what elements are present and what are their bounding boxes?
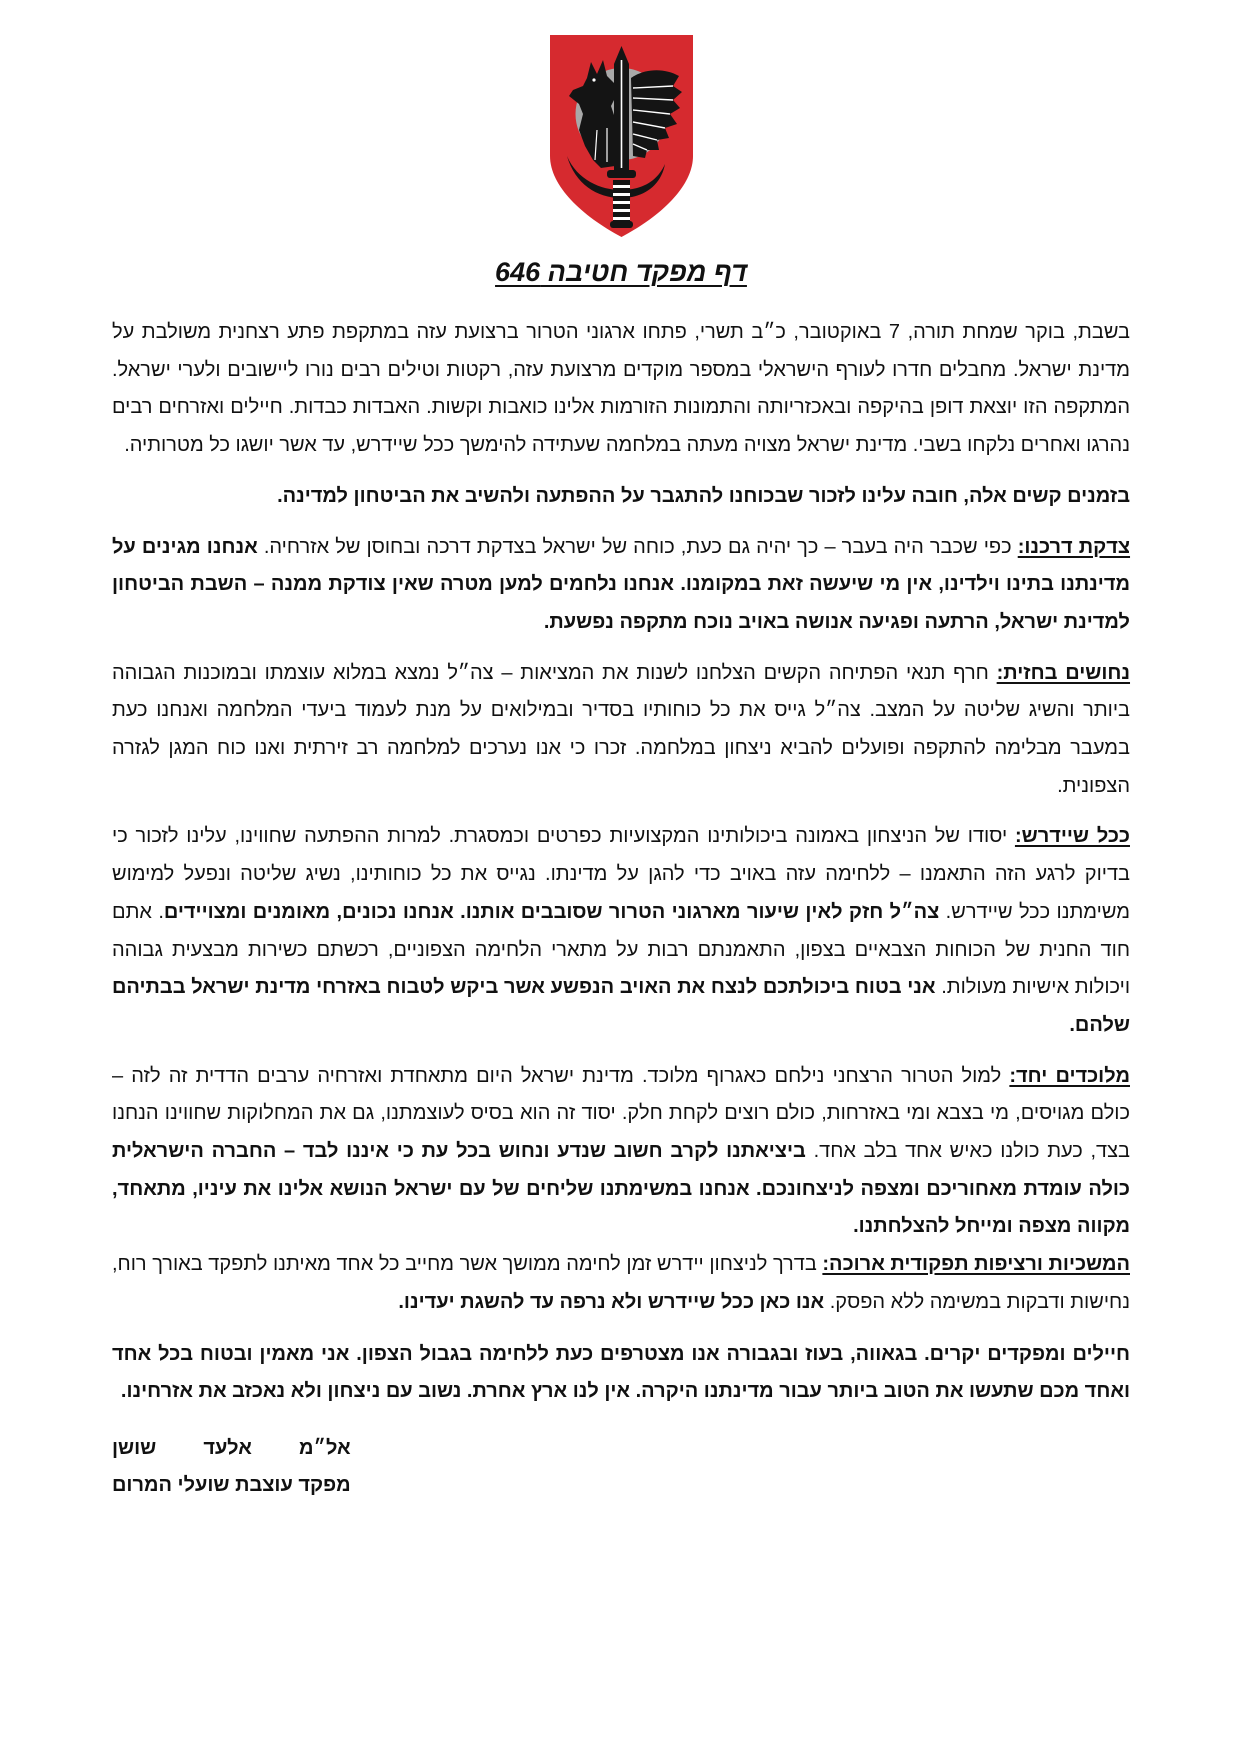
brigade-emblem-icon [549, 34, 694, 238]
grip-stripe [613, 185, 630, 188]
section-paragraph-unity [112, 1058, 1130, 1247]
section-heading: מלוכדים יחד: [1009, 1064, 1130, 1087]
section-emphasis: אנחנו מגינים על מדינתנו בתינו וילדינו, אין מי שיעשה זאת במקומנו. אנחנו נלחמים למען מטרה שאין צודקת ממנה – השבת הביטחון למדינת ישראל, הרתעה ופגיעה אנושה באויב נוכח מתקפה נפשעת. [112, 535, 1130, 633]
signature-block [112, 1430, 351, 1504]
section-text: יסודו של הניצחון באמונה ביכולותינו המקצועיות כפרטים וכמסגרת. למרות ההפתעה שחווינו, עלינו לזכור כי בדיוק לרגע הזה התאמנו – ללחימה עזה באויב כדי להגן על מדינתו. נגייס את כל כוחותינו, נשיג שליטה ונפעל למימוש משימתנו ככל שיידרש. [112, 825, 1130, 923]
page-title: דף מפקד חטיבה 646 [495, 257, 747, 287]
section-emphasis-continued: אני בטוח ביכולתכם לנצח את האויב הנפשע אשר ביקש לטבוח באזרחי מדינת ישראל בבתיהם שלהם. [112, 976, 1130, 1036]
section-heading: המשכיות ורציפות תפקודית ארוכה: [822, 1253, 1130, 1276]
closing-paragraph: חיילים ומפקדים יקרים. בגאווה, בעוז ובגבורה אנו מצטרפים כעת ללחימה בגבול הצפון. אני מאמין ובטוח בכל אחד ואחד מכם שתעשו את הטוב ביותר עבור מדינתנו היקרה. אין לנו ארץ אחרת. נשוב עם ניצחון ולא נאכזב את אזרחינו. [112, 1342, 1130, 1403]
section-emphasis: ביציאתנו לקרב חשוב שנדע ונחוש בכל עת כי איננו לבד – החברה הישראלית כולה עומדת מאחוריכם ומצפה לניצחונכם. אנחנו במשימתנו שליחים של עם ישראל הנושא אלינו את עיניו, מתאחד, מקווה מצפה ומייחל להצלחתנו. [112, 1140, 1130, 1238]
section-heading: נחושים בחזית: [996, 661, 1131, 684]
section-text: בדרך לניצחון יידרש זמן לחימה ממושך אשר מחייב כל אחד מאיתנו לתפקד באורך רוח, נחישות ודבקות במשימה ללא הפסק. [112, 1253, 1130, 1313]
section-text: חרף תנאי הפתיחה הקשים הצלחנו לשנות את המציאות – צה״ל נמצא במלוא עוצמתו ובמוכנות הגבוהה ביותר והשיג שליטה על המצב. צה״ל גייס את כל כוחותיו בסדיר ובמילואים על מנת לעמוד ביעדי המלחמה ואנחנו כעת במעבר מבלימה להתקפה ופועלים להביא ניצחון במלחמה. זכרו כי אנו נערכים למלחמה רב זירתית ואנו כוח המגן לגזרה הצפונית. [112, 661, 1130, 797]
signature-first-name: אלעד [203, 1436, 252, 1459]
section-emphasis: צה״ל חזק לאין שיעור מארגוני הטרור שסובבים אותנו. אנחנו נכונים, מאומנים ומצויידים [163, 900, 940, 923]
sword-pommel [610, 221, 633, 228]
signature-last-name: שושן [112, 1436, 157, 1459]
fox-eye [592, 78, 595, 81]
sword-grip [610, 180, 633, 228]
emblem-container [549, 34, 694, 238]
section-text: כפי שכבר היה בעבר – כך יהיה גם כעת, כוחה של ישראל בצדקת דרכה ובחוסן של אזרחיה. [263, 535, 1012, 558]
section-paragraph-front [112, 655, 1130, 806]
grip-stripe [613, 193, 630, 196]
sword-guard [607, 170, 636, 178]
section-paragraph-continuity [112, 1246, 1130, 1321]
section-text: למול הטרור הרצחני נילחם כאגרוף מלוכד. מדינת ישראל היום מתאחדת ואזרחיה ערבים הדדית זה לזה – כולם מגויסים, מי בצבא ומי באזרחות, כולם רוצים לקחת חלק. יסוד זה הוא בסיס לעוצמתנו, גם את המחלוקות שחווינו הנחנו בצד, כעת כולנו כאיש אחד בלב אחד. [112, 1064, 1130, 1163]
section-text-continued: . אתם חוד החנית של הכוחות הצבאיים בצפון, התאמנתם רבות על מתארי הלחימה הצפוניים, רכשתם כשירות מבצעית גבוהה ויכולות אישיות מעולות. [112, 900, 1131, 999]
section-paragraph-justice [112, 529, 1130, 642]
signature-role: מפקד עוצבת שועלי המרום [112, 1473, 351, 1496]
signature-rank: אל״מ [298, 1436, 351, 1459]
signature-name-line [112, 1430, 351, 1467]
section-paragraph-readiness [112, 818, 1130, 1044]
intro-paragraph: בשבת, בוקר שמחת תורה, 7 באוקטובר, כ״ב תשרי, פתחו ארגוני הטרור ברצועת עזה במתקפת פתע רצחנית משולבת על מדינת ישראל. מחבלים חדרו לעורף הישראלי במספר מוקדים מרצועת עזה, רקטות וטילים רבים נורו ליישובים ולערי ישראל. המתקפה הזו יוצאת דופן בהיקפה ובאכזריותה והתמונות הזורמות אלינו כואבות וקשות. האבדות כבדות. חיילים ואזרחים רבים נהרגו ואחרים נלקחו בשבי. מדינת ישראל מצויה מעתה במלחמה שעתידה להימשך ככל שיידרש, עד אשר יושגו כל מטרותיה. [112, 321, 1130, 457]
grip-stripe [613, 201, 630, 204]
section-heading: צדקת דרכנו: [1017, 535, 1131, 558]
callout-paragraph: בזמנים קשים אלה, חובה עלינו לזכור שבכוחנו להתגבר על ההפתעה ולהשיב את הביטחון למדינה. [277, 484, 1130, 507]
grip-stripe [613, 217, 630, 220]
section-heading: ככל שיידרש: [1014, 825, 1130, 848]
grip-stripe [613, 209, 630, 212]
section-emphasis: אנו כאן ככל שיידרש ולא נרפה עד להשגת יעדינו. [398, 1290, 825, 1313]
